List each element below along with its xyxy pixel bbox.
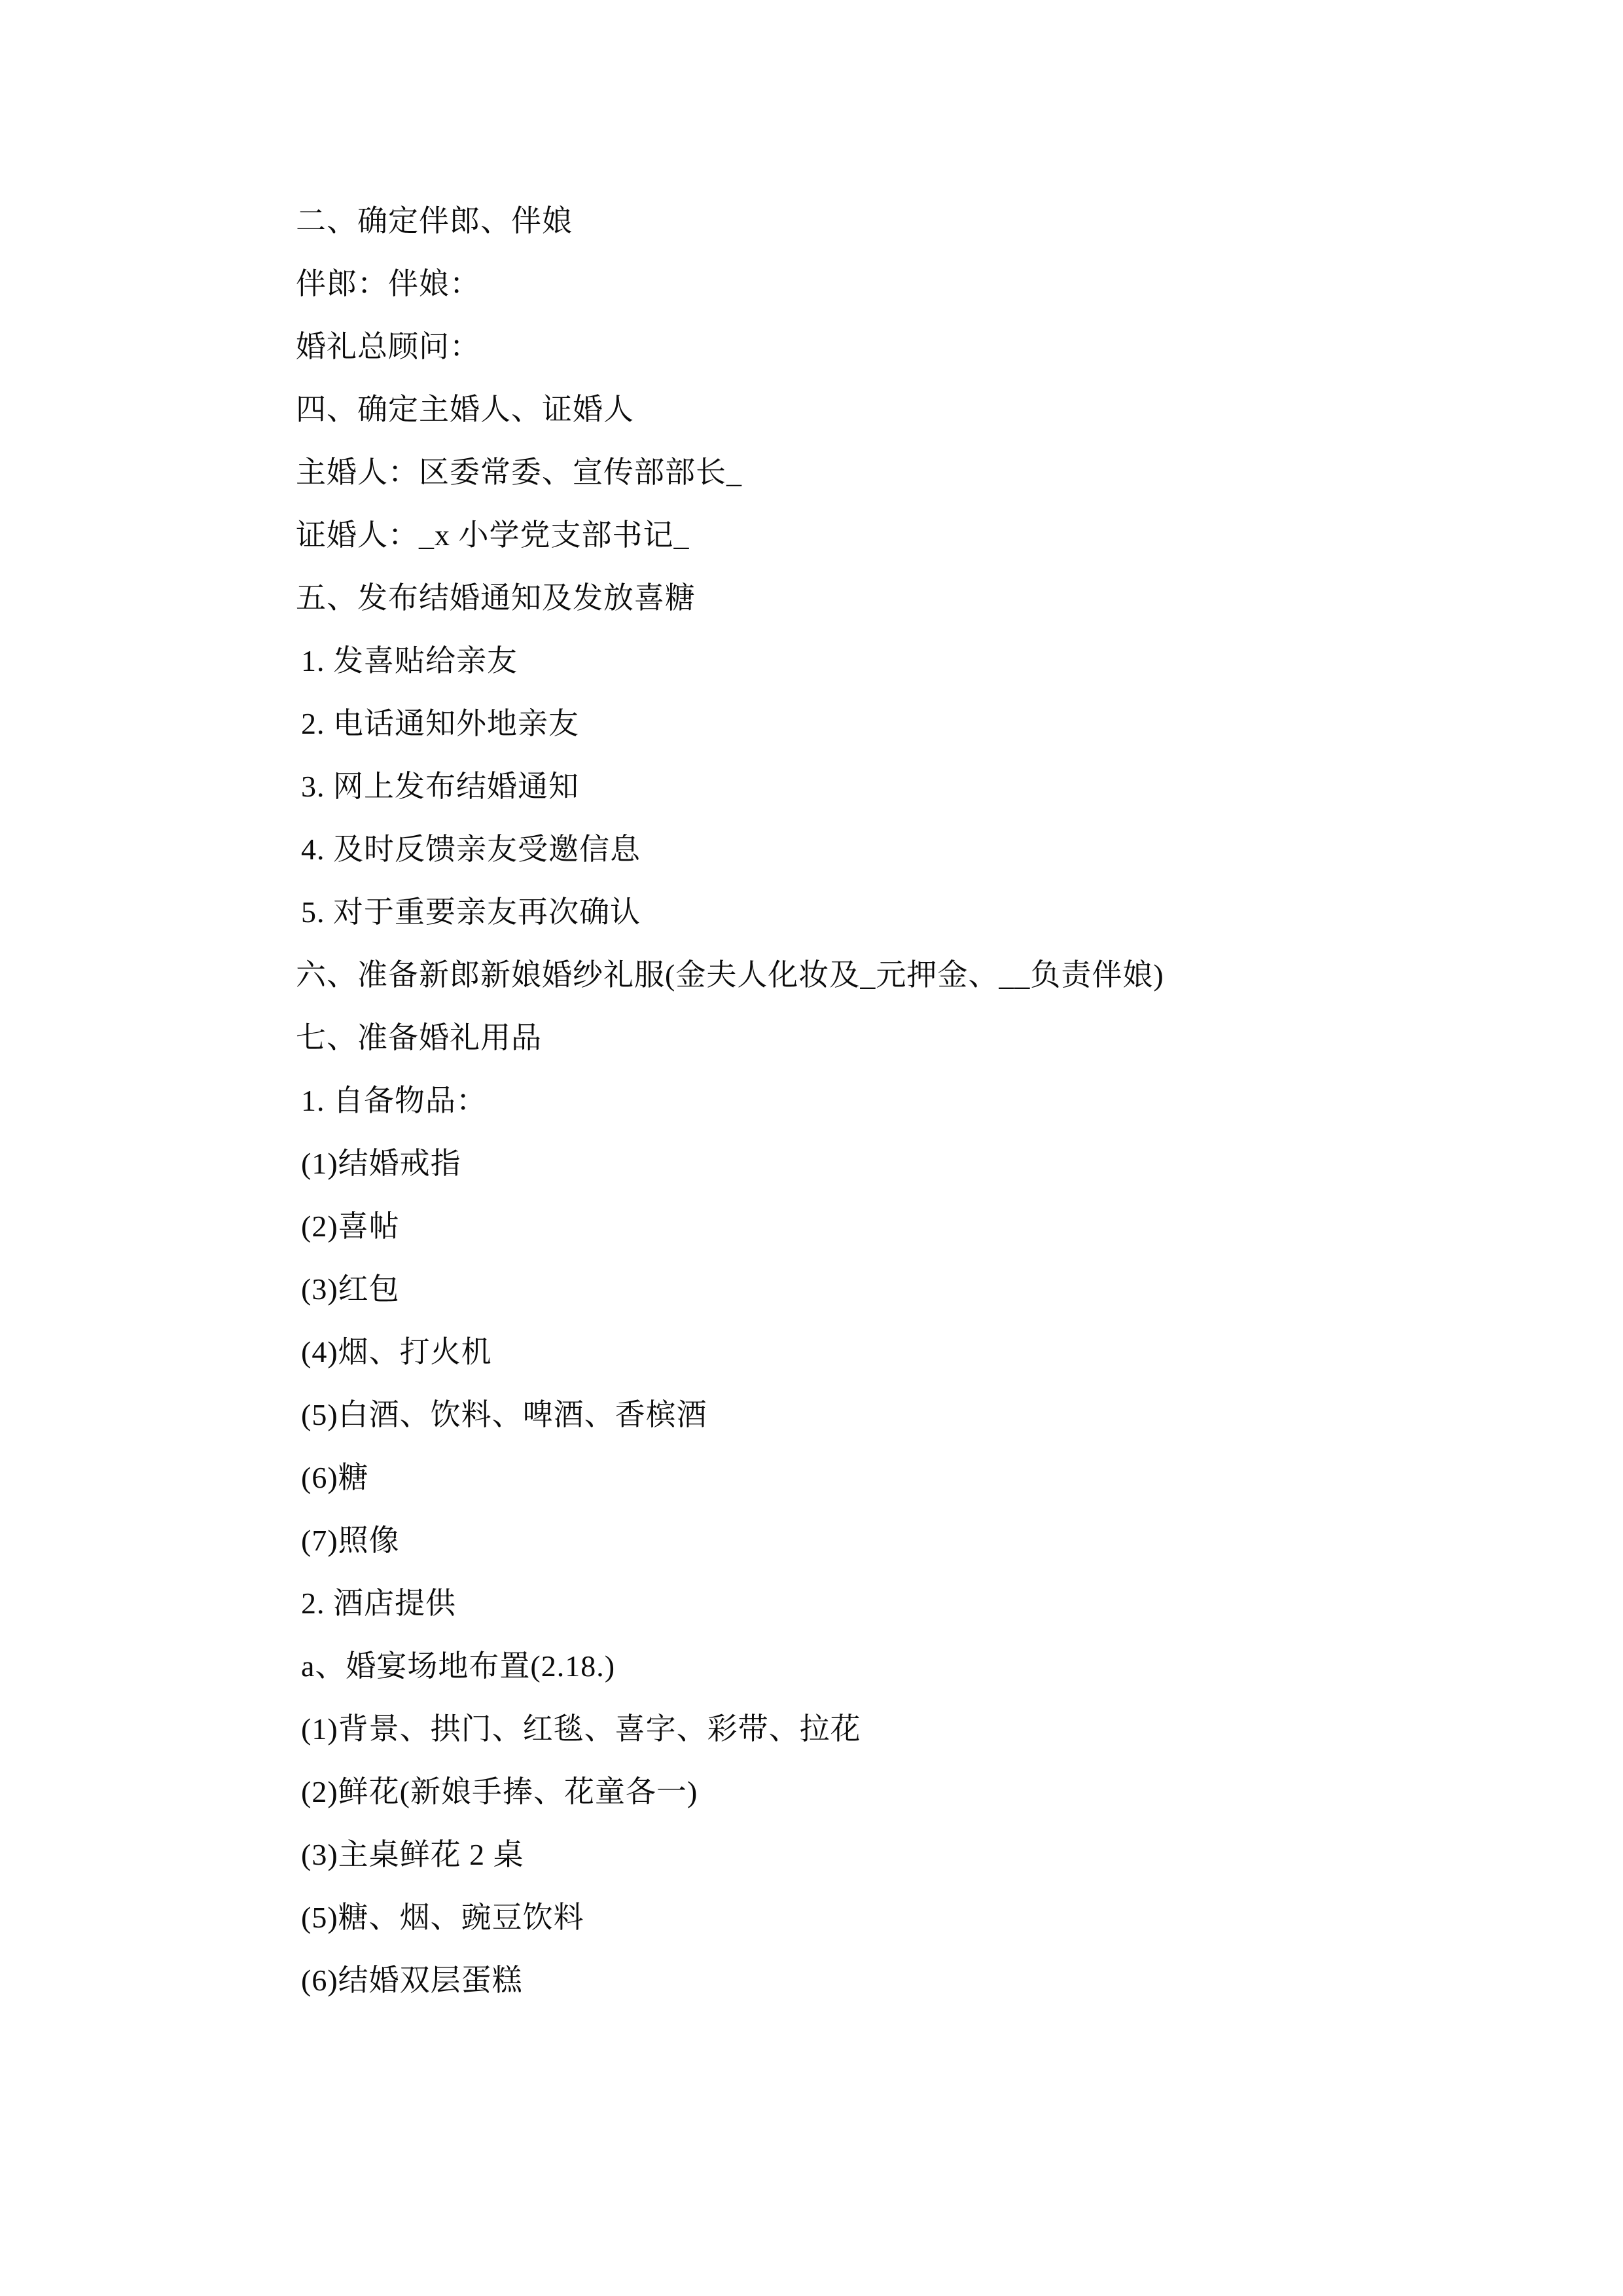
document-line: 5. 对于重要亲友再次确认 <box>301 895 641 929</box>
document-line: a、婚宴场地布置(2.18.) <box>301 1649 616 1683</box>
document-line: (1)背景、拱门、红毯、喜字、彩带、拉花 <box>301 1712 861 1746</box>
document-line: (2)喜帖 <box>301 1210 400 1243</box>
document-line: 主婚人：区委常委、宣传部部长_ <box>296 456 742 489</box>
document-line: 七、准备婚礼用品 <box>296 1021 542 1054</box>
document-line: (6)结婚双层蛋糕 <box>301 1964 523 1997</box>
document-line: 3. 网上发布结婚通知 <box>301 770 579 803</box>
document-line: 2. 酒店提供 <box>301 1587 456 1620</box>
document-line: 婚礼总顾问： <box>296 330 480 363</box>
document-line: 二、确定伴郎、伴娘 <box>296 204 573 238</box>
document-line: 四、确定主婚人、证婚人 <box>296 393 634 426</box>
document-line: 五、发布结婚通知及发放喜糖 <box>296 581 696 615</box>
document-line: (2)鲜花(新娘手捧、花童各一) <box>301 1775 698 1808</box>
document-line: (6)糖 <box>301 1461 369 1494</box>
document-line: 1. 自备物品： <box>301 1084 487 1117</box>
document-line: (1)结婚戒指 <box>301 1147 461 1180</box>
document-line: (7)照像 <box>301 1524 400 1557</box>
document-line: 六、准备新郎新娘婚纱礼服(金夫人化妆及_元押金、__负责伴娘) <box>296 958 1164 992</box>
document-line: (5)糖、烟、豌豆饮料 <box>301 1901 584 1934</box>
document-line: (3)主桌鲜花 2 桌 <box>301 1838 524 1871</box>
document-body <box>296 190 1343 2012</box>
document-line: 2. 电话通知外地亲友 <box>301 707 579 740</box>
document-line: 伴郎：伴娘： <box>296 267 480 300</box>
document-line: 证婚人：_x 小学党支部书记_ <box>296 518 690 552</box>
document-line: (3)红包 <box>301 1272 400 1306</box>
document-line: (5)白酒、饮料、啤酒、香槟酒 <box>301 1398 707 1431</box>
document-line: 1. 发喜贴给亲友 <box>301 644 518 677</box>
document-line: (4)烟、打火机 <box>301 1335 492 1369</box>
document-line: 4. 及时反馈亲友受邀信息 <box>301 833 641 866</box>
